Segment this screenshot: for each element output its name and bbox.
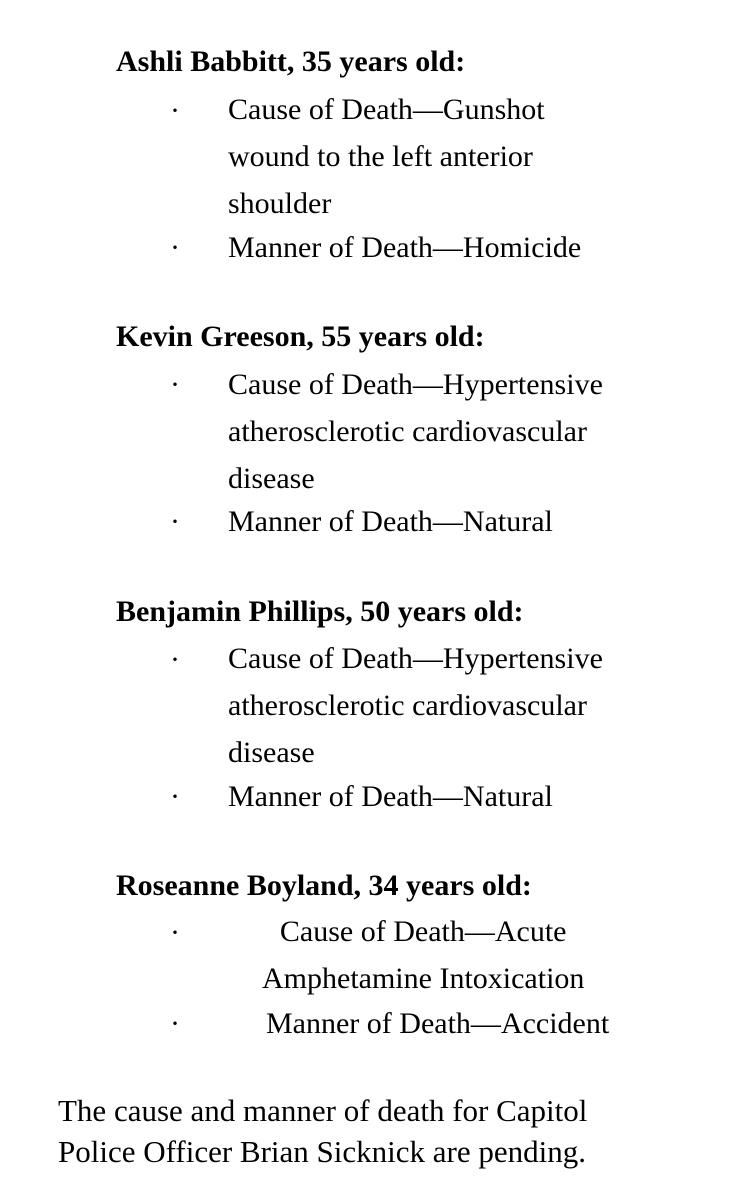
bullet-icon: · xyxy=(170,1007,180,1040)
manner-of-death-item: Manner of Death—Natural xyxy=(228,780,553,813)
manner-of-death-item: Manner of Death—Natural xyxy=(228,505,553,538)
cause-of-death-item: Cause of Death—Hypertensive atherosclerotic cardiovascular disease xyxy=(228,368,603,495)
entry-heading: Ashli Babbitt, 35 years old: xyxy=(116,45,466,78)
closing-statement: The cause and manner of death for Capitol Police Officer Brian Sicknick are pending. xyxy=(58,1093,588,1169)
entry-heading: Benjamin Phillips, 50 years old: xyxy=(116,595,524,628)
manner-of-death-item: Manner of Death—Accident xyxy=(266,1007,610,1040)
manner-of-death-item: Manner of Death—Homicide xyxy=(228,231,582,264)
bullet-icon: · xyxy=(170,94,180,127)
bullet-icon: · xyxy=(170,368,180,401)
cause-of-death-item: Cause of Death—Gunshot wound to the left anterior shoulder xyxy=(228,93,545,220)
bullet-icon: · xyxy=(170,505,180,538)
entry-heading: Roseanne Boyland, 34 years old: xyxy=(116,869,532,902)
cause-of-death-item: Cause of Death—Hypertensive atherosclerotic cardiovascular disease xyxy=(228,642,603,769)
entry-heading: Kevin Greeson, 55 years old: xyxy=(116,320,485,353)
bullet-icon: · xyxy=(170,780,180,813)
bullet-icon: · xyxy=(170,643,180,676)
bullet-icon: · xyxy=(170,231,180,264)
cause-of-death-item: Cause of Death—Acute Amphetamine Intoxication xyxy=(262,915,585,995)
bullet-icon: · xyxy=(170,916,180,949)
